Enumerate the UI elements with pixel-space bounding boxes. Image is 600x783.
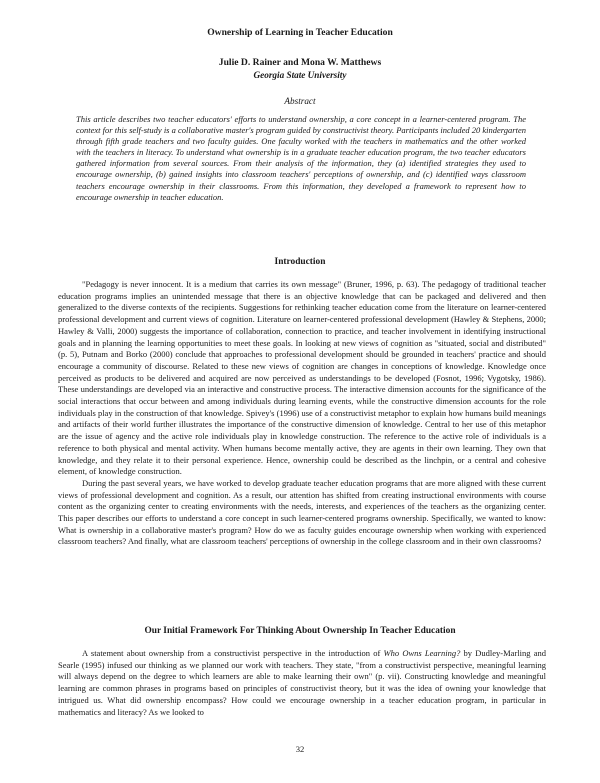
framework-text-a: A statement about ownership from a constructivist perspective in the introduction of <box>82 648 384 658</box>
paper-authors: Julie D. Rainer and Mona W. Matthews <box>218 57 382 68</box>
framework-body <box>58 648 546 718</box>
intro-paragraph-1: "Pedagogy is never innocent. It is a medium that carries its own message" (Bruner, 1996, p. 63). The pedagogy of traditional teacher education programs implies an unintended message that there is an objective knowledge that can be packaged and delivered and then generalized to the diverse contexts of the recipients. Suggestions for rethinking teacher education come from the literature on learner-centered professional development and current views of cognition. Literature on learner-centered professional development (Hawley & Stephens, 2000; Hawley & Valli, 2000) suggests the importance of collaboration, connection to practice, and teacher involvement in identifying instructional goals and in planning the learning opportunities to meet these goals. In looking at new views of cognition as "situated, social and distributed" (p. 5), Putnam and Borko (2000) conclude that approaches to professional development should be grounded in teachers' practice and should encourage a community of discourse. Related to these new views of cognition are changes in conceptions of knowledge. Knowledge once perceived as products to be delivered and acquired are now perceived as understandings to be developed (Fosnot, 1996; Vygotsky, 1986). These understandings are developed via an interactive and constructive process. The interactive dimension accounts for the significance of the social interactions that occur between and among individuals during learning events, while the constructive dimension accounts for the role individuals play in the construction of that knowledge. Spivey's (1996) use of a constructivist metaphor to explain how humans build meanings and artifacts of their world further illustrates the importance of the constructive dimension of knowledge. Central to her use of this metaphor are the issue of agency and the active role individuals play in knowledge construction. The reference to the active role of individuals is a reference to both physical and mental activity. When humans become mentally active, they are agents in their own learning. They own that knowledge, and they relate it to their personal experience. Hence, ownership could be described as the linchpin, or a central and cohesive element, of knowledge construction. <box>58 279 546 477</box>
framework-heading: Our Initial Framework For Thinking About Ownership In Teacher Education <box>144 626 456 636</box>
intro-paragraph-2: During the past several years, we have worked to develop graduate teacher education programs that are more aligned with these current views of professional development and cognition. As a result, our attention has shifted from creating instructional environments with course content as the organizing center to creating environments with the needs, interests, and experiences of the teachers as the organizing center. This paper describes our efforts to understand a core concept in such learner-centered programs ownership. Specifically, we wanted to know: What is ownership in a collaborative master's program? How do we as faculty guides encourage ownership when working with experienced classroom teachers? And finally, what are classroom teachers' perceptions of ownership in the college classroom and in their own classrooms? <box>58 477 546 547</box>
framework-text-b: by Dudley-Marling and Searle (1995) infused our thinking as we planned our work with teachers. They state, "from a constructivist perspective, meaningful learning will always depend on the degree to which learners are able to make learning their own" (p. vii). Constructing knowledge and meaningful learning are common phrases in programs based on principles of constructivist theory, but it was the idea of owning your knowledge that intrigued us. What did ownership encompass? How could we encourage ownership in a teacher education program, in particular in mathematics and literacy? As we looked to <box>58 648 546 717</box>
framework-paragraph-1 <box>58 648 546 718</box>
abstract-heading: Abstract <box>284 96 316 106</box>
introduction-heading: Introduction <box>274 257 326 267</box>
abstract-text: This article describes two teacher educators' efforts to understand ownership, a core concept in a learner-centered program. The context for this self-study is a collaborative master's program guided by constructivist theory. Participants included 20 kindergarten through fifth grade teachers and two faculty guides. One faculty worked with the teachers in mathematics and the other worked with the teachers in literacy. To understand what ownership is in a graduate teacher education program, the two teacher educators gathered information from several sources. From their analysis of the information, they (a) identified strategies they used to encourage ownership, (b) gained insights into classroom teachers' perceptions of ownership, and (c) identified ways classroom teachers encourage ownership in their classrooms. From this information, they developed a framework to represent how to encourage ownership in teacher education. <box>76 114 526 202</box>
paper-affiliation: Georgia State University <box>253 70 347 80</box>
book-title: Who Owns Learning? <box>383 648 461 658</box>
introduction-body <box>58 279 546 548</box>
paper-title: Ownership of Learning in Teacher Education <box>207 27 393 38</box>
page-number: 32 <box>295 744 305 754</box>
